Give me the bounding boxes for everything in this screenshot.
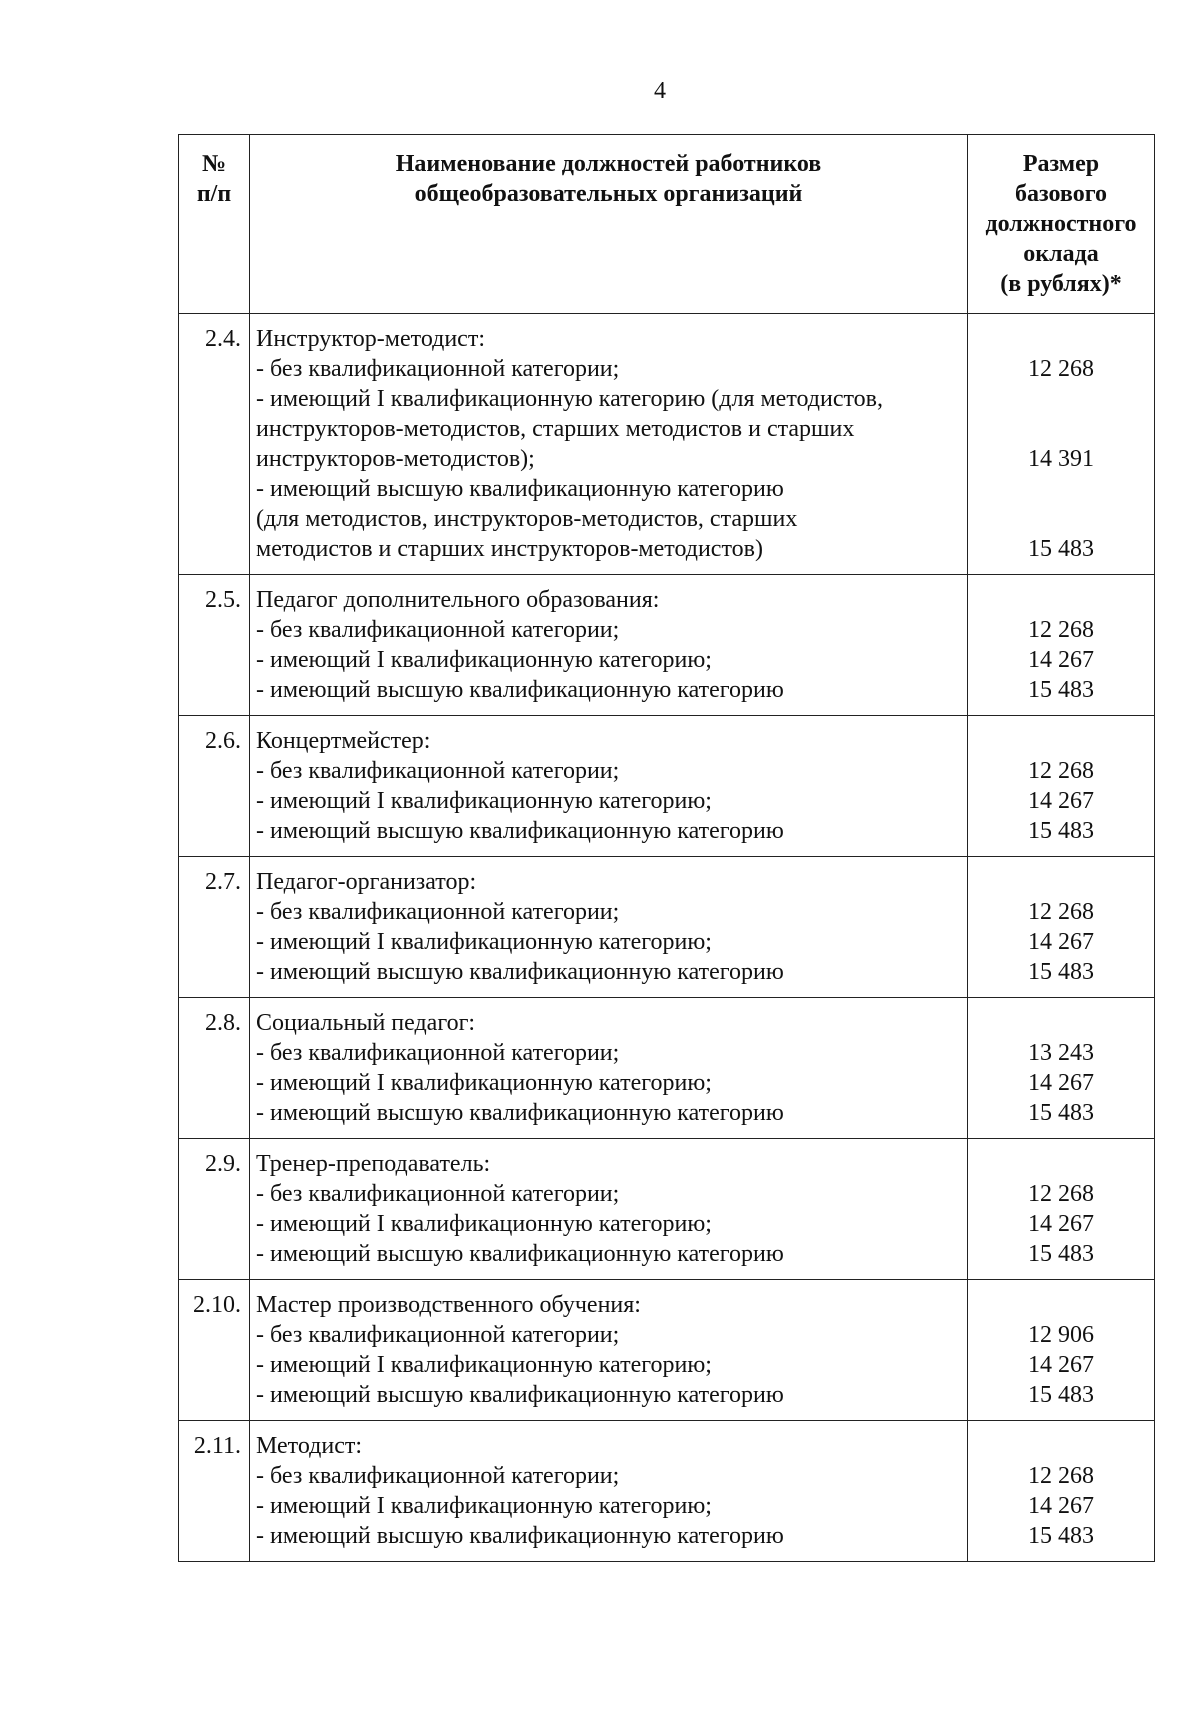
position-category-line: - имеющий высшую квалификационную категорию <box>256 1523 784 1549</box>
row-number: 2.11. <box>179 1421 250 1562</box>
position-name-cell <box>250 1139 968 1280</box>
header-value-line: базового <box>1014 181 1107 207</box>
header-number-cell <box>179 135 250 314</box>
salary-value <box>968 1149 1154 1179</box>
salary-value <box>968 504 1154 534</box>
position-category-line: - имеющий I квалификационную категорию; <box>256 1070 712 1096</box>
salary-value: 15 483 <box>1028 959 1094 985</box>
header-number-line: № <box>201 151 227 177</box>
salary-value: 12 268 <box>1028 758 1094 784</box>
salary-table <box>178 134 1155 1562</box>
salary-value <box>968 324 1154 354</box>
salary-value: 14 267 <box>1028 788 1094 814</box>
salary-value: 15 483 <box>1028 677 1094 703</box>
position-category-line: - имеющий I квалификационную категорию; <box>256 647 712 673</box>
row-number: 2.10. <box>179 1280 250 1421</box>
position-title: Методист: <box>256 1433 363 1459</box>
salary-value <box>968 1008 1154 1038</box>
salary-values-cell <box>968 857 1155 998</box>
salary-value: 15 483 <box>1028 1382 1094 1408</box>
position-title: Педагог дополнительного образования: <box>256 587 660 613</box>
position-category-line: (для методистов, инструкторов-методистов, старших <box>256 506 798 532</box>
position-category-line: - без квалификационной категории; <box>256 1040 620 1066</box>
position-category-line: - имеющий высшую квалификационную категорию <box>256 677 784 703</box>
row-number: 2.7. <box>179 857 250 998</box>
salary-value: 14 267 <box>1028 1493 1094 1519</box>
position-name-cell <box>250 857 968 998</box>
salary-value: 14 267 <box>1028 647 1094 673</box>
salary-values-cell <box>968 314 1155 575</box>
salary-values-cell <box>968 575 1155 716</box>
salary-values-cell <box>968 1421 1155 1562</box>
salary-value: 15 483 <box>1028 1100 1094 1126</box>
position-category-line: - без квалификационной категории; <box>256 1463 620 1489</box>
position-category-line: - без квалификационной категории; <box>256 617 620 643</box>
position-category-line: - без квалификационной категории; <box>256 758 620 784</box>
table-row <box>179 857 1155 998</box>
row-number: 2.9. <box>179 1139 250 1280</box>
position-category-line: методистов и старших инструкторов-методистов) <box>256 536 763 562</box>
salary-value: 13 243 <box>1028 1040 1094 1066</box>
position-title: Инструктор-методист: <box>256 326 485 352</box>
salary-value <box>968 384 1154 414</box>
position-category-line: - имеющий I квалификационную категорию (для методистов, <box>256 386 884 412</box>
position-category-line: - имеющий высшую квалификационную категорию <box>256 1100 784 1126</box>
row-number: 2.5. <box>179 575 250 716</box>
position-category-line: инструкторов-методистов, старших методистов и старших <box>256 416 855 442</box>
table-body <box>179 314 1155 1562</box>
position-name-cell <box>250 716 968 857</box>
salary-value: 14 267 <box>1028 1352 1094 1378</box>
header-name-line: Наименование должностей работников <box>395 151 822 177</box>
position-category-line: - имеющий высшую квалификационную категорию <box>256 959 784 985</box>
position-category-line: инструкторов-методистов); <box>256 446 535 472</box>
position-category-line: - без квалификационной категории; <box>256 1181 620 1207</box>
position-category-line: - имеющий высшую квалификационную категорию <box>256 1241 784 1267</box>
table-row <box>179 575 1155 716</box>
position-title: Социальный педагог: <box>256 1010 476 1036</box>
salary-value <box>968 1290 1154 1320</box>
position-category-line: - без квалификационной категории; <box>256 356 620 382</box>
salary-value: 12 268 <box>1028 356 1094 382</box>
salary-value <box>968 474 1154 504</box>
position-title: Педагог-организатор: <box>256 869 477 895</box>
position-name-cell <box>250 1280 968 1421</box>
position-category-line: - имеющий высшую квалификационную категорию <box>256 818 784 844</box>
table-row <box>179 1421 1155 1562</box>
salary-value: 12 268 <box>1028 617 1094 643</box>
position-category-line: - имеющий высшую квалификационную категорию <box>256 1382 784 1408</box>
page-number: 4 <box>654 78 666 104</box>
position-name-cell <box>250 575 968 716</box>
position-category-line: - имеющий I квалификационную категорию; <box>256 929 712 955</box>
position-category-line: - имеющий I квалификационную категорию; <box>256 1352 712 1378</box>
position-name-cell <box>250 314 968 575</box>
position-category-line: - без квалификационной категории; <box>256 899 620 925</box>
salary-value: 15 483 <box>1028 818 1094 844</box>
salary-value <box>968 726 1154 756</box>
salary-value: 12 268 <box>1028 1463 1094 1489</box>
salary-value: 12 268 <box>1028 899 1094 925</box>
salary-value: 14 267 <box>1028 1070 1094 1096</box>
salary-value: 14 267 <box>1028 929 1094 955</box>
salary-value <box>968 1431 1154 1461</box>
salary-values-cell <box>968 1139 1155 1280</box>
header-name-line: общеобразовательных организаций <box>414 181 803 207</box>
salary-values-cell <box>968 716 1155 857</box>
table-row <box>179 1139 1155 1280</box>
table-row <box>179 998 1155 1139</box>
header-value-cell <box>968 135 1155 314</box>
table-row <box>179 716 1155 857</box>
salary-values-cell <box>968 998 1155 1139</box>
salary-value: 15 483 <box>1028 1241 1094 1267</box>
header-value-line: Размер <box>1022 151 1100 177</box>
salary-value <box>968 867 1154 897</box>
position-name-cell <box>250 1421 968 1562</box>
position-title: Мастер производственного обучения: <box>256 1292 641 1318</box>
row-number: 2.8. <box>179 998 250 1139</box>
header-number-line: п/п <box>196 181 232 207</box>
table-header-row <box>179 135 1155 314</box>
header-name-cell <box>250 135 968 314</box>
position-title: Концертмейстер: <box>256 728 431 754</box>
header-value-line: (в рублях)* <box>1000 271 1122 297</box>
position-category-line: - без квалификационной категории; <box>256 1322 620 1348</box>
salary-value: 14 391 <box>1028 446 1094 472</box>
position-name-cell <box>250 998 968 1139</box>
salary-value: 12 906 <box>1028 1322 1094 1348</box>
salary-values-cell <box>968 1280 1155 1421</box>
header-value-line: должностного <box>985 211 1137 237</box>
position-category-line: - имеющий высшую квалификационную категорию <box>256 476 784 502</box>
salary-value: 14 267 <box>1028 1211 1094 1237</box>
header-value-line: оклада <box>1023 241 1099 267</box>
table-row <box>179 1280 1155 1421</box>
salary-value <box>968 585 1154 615</box>
position-category-line: - имеющий I квалификационную категорию; <box>256 1211 712 1237</box>
position-title: Тренер-преподаватель: <box>256 1151 491 1177</box>
row-number: 2.6. <box>179 716 250 857</box>
salary-value: 15 483 <box>1028 1523 1094 1549</box>
position-category-line: - имеющий I квалификационную категорию; <box>256 788 712 814</box>
salary-value <box>968 414 1154 444</box>
salary-value: 12 268 <box>1028 1181 1094 1207</box>
position-category-line: - имеющий I квалификационную категорию; <box>256 1493 712 1519</box>
table-row <box>179 314 1155 575</box>
salary-value: 15 483 <box>1028 536 1094 562</box>
row-number: 2.4. <box>179 314 250 575</box>
